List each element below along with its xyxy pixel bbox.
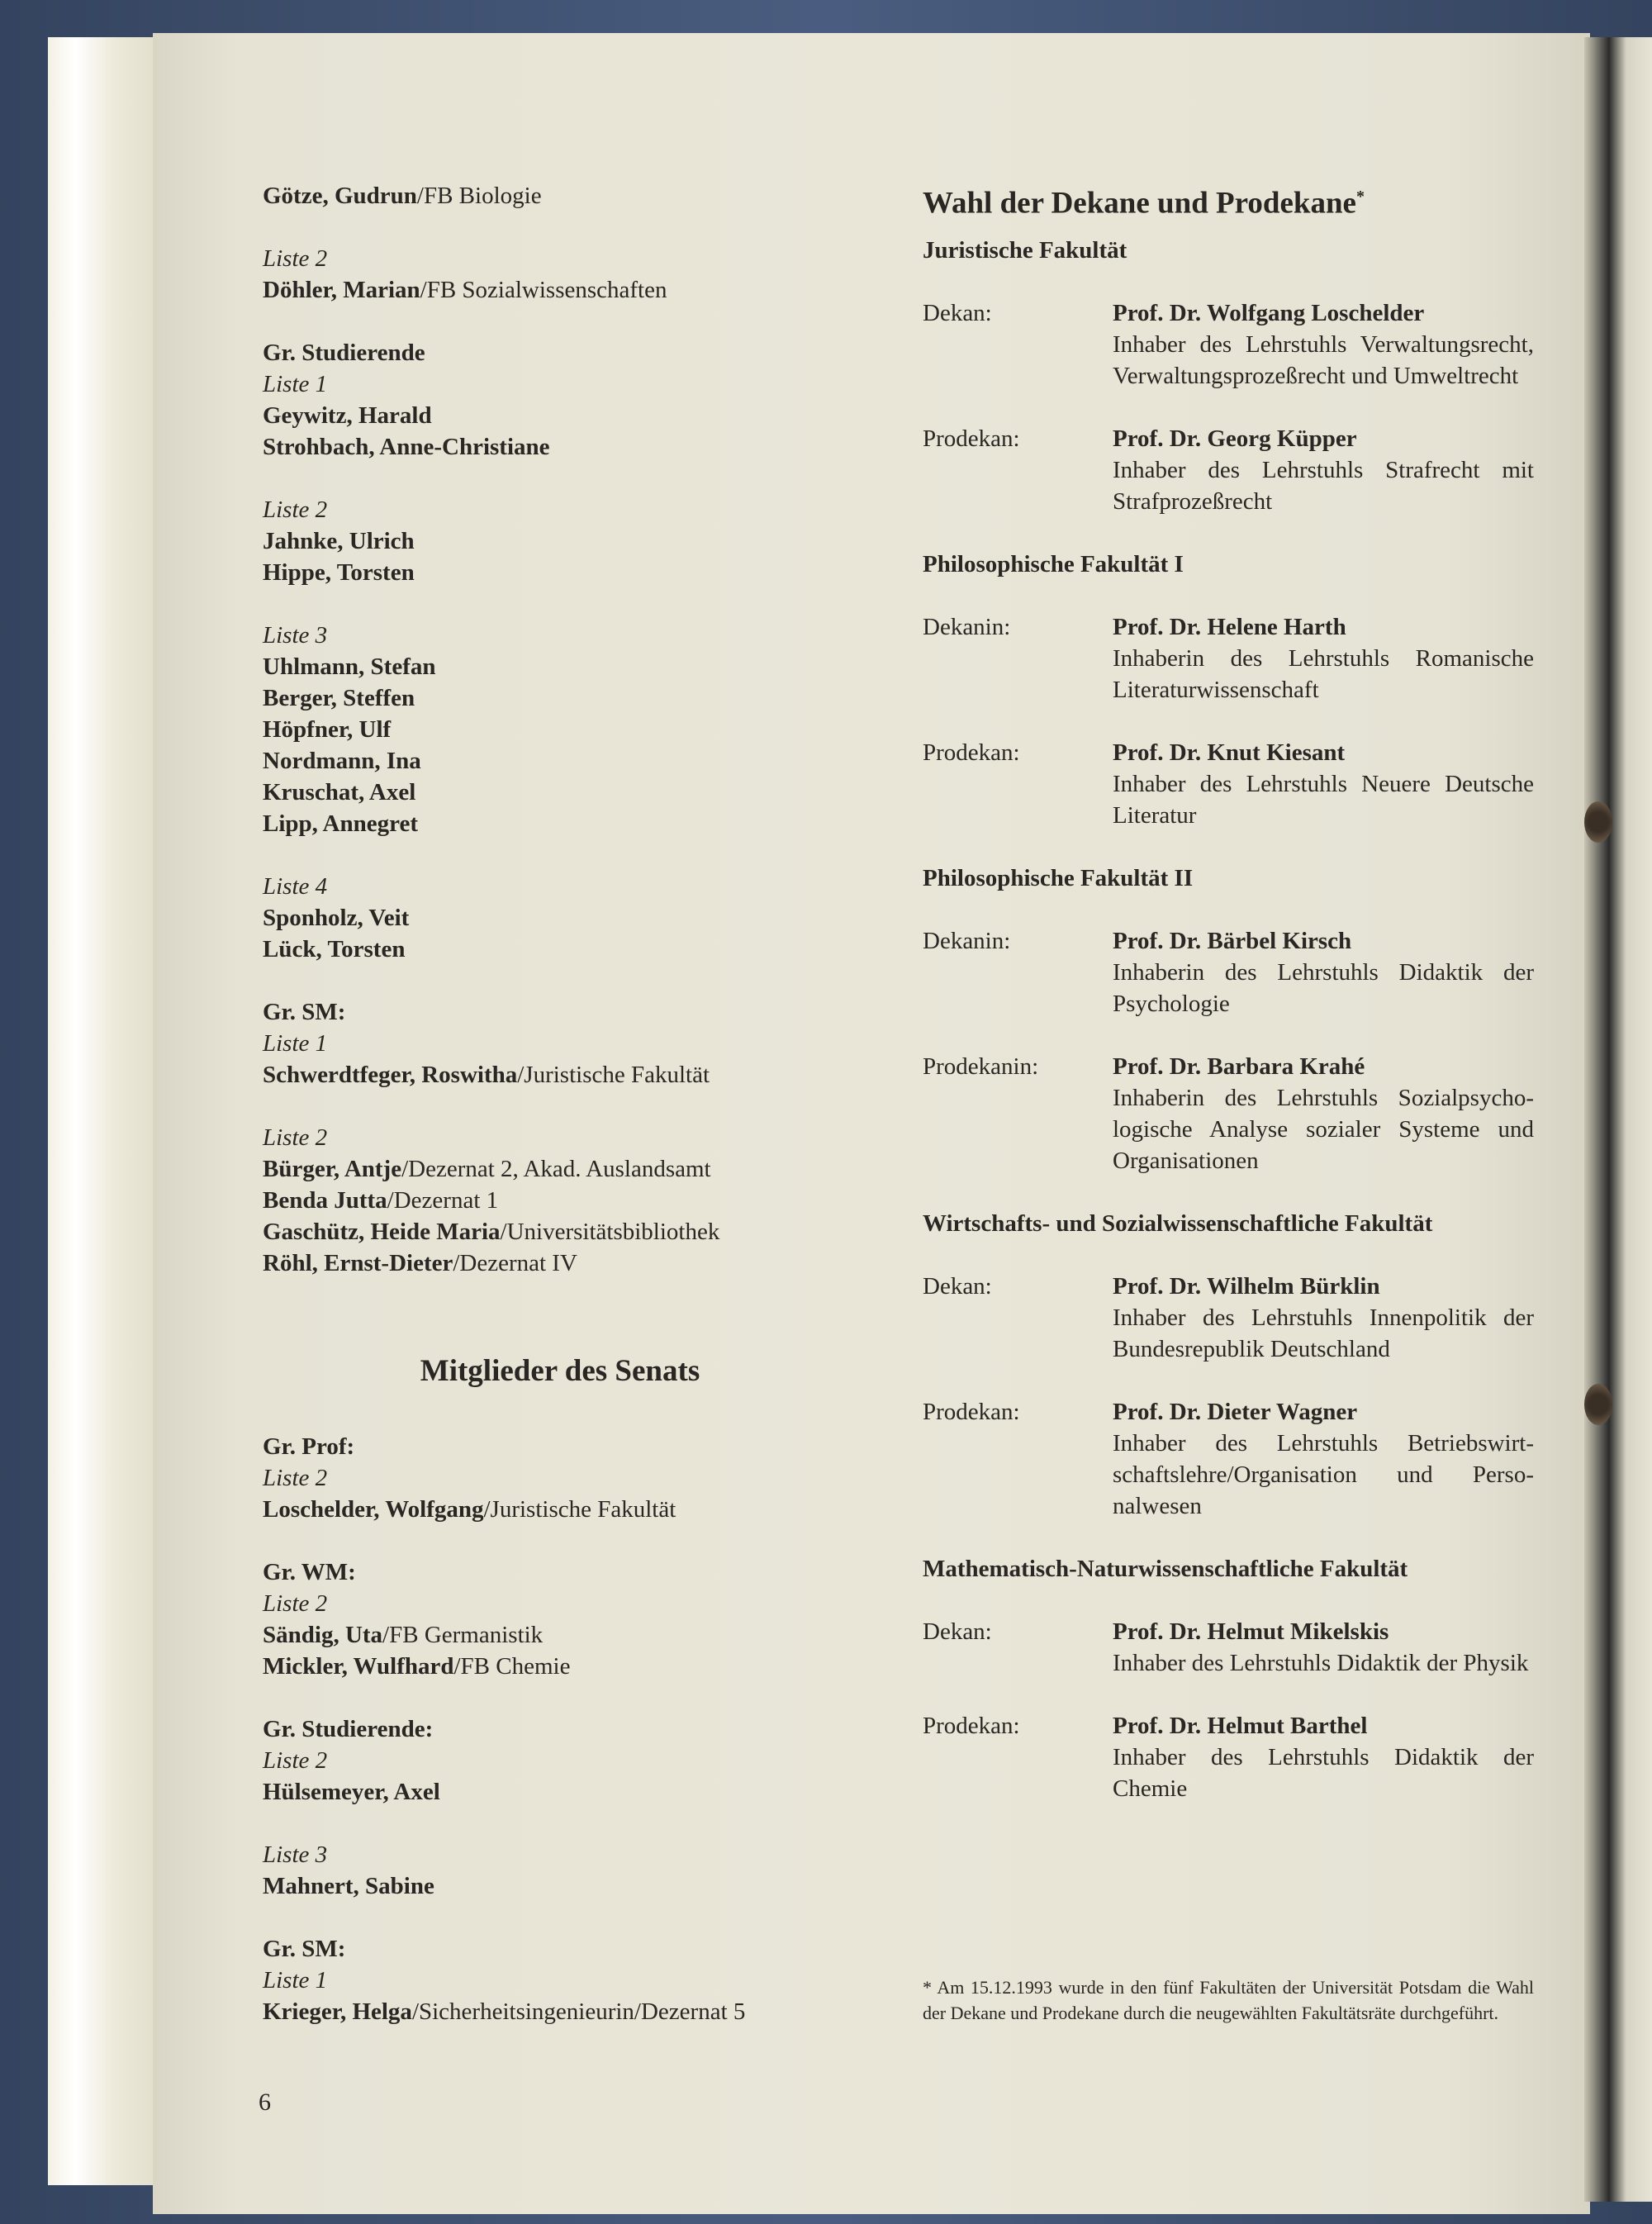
list-line <box>263 871 857 902</box>
member-name: Gr. WM: <box>263 1559 356 1585</box>
dean-entry <box>923 1271 1534 1365</box>
dean-name: Prof. Dr. Georg Küpper <box>1113 425 1357 452</box>
member-name: Hülsemeyer, Axel <box>263 1779 440 1805</box>
list-line <box>263 1839 857 1870</box>
list-line <box>263 1588 857 1619</box>
member-name: Schwerdtfeger, Roswitha <box>263 1062 518 1088</box>
member-affiliation: /FB Germanistik <box>382 1622 544 1648</box>
right-column <box>923 180 1534 1836</box>
dean-detail <box>1113 737 1534 831</box>
member-name: Loschelder, Wolfgang <box>263 1496 484 1523</box>
spacer <box>263 211 857 243</box>
list-label: Liste 2 <box>263 1590 328 1617</box>
dean-entry <box>923 611 1534 706</box>
dean-name: Prof. Dr. Dieter Wagner <box>1113 1399 1358 1425</box>
list-line <box>263 1619 857 1651</box>
footnote-marker: * <box>1355 188 1365 206</box>
deans-heading-text: Wahl der Dekane und Prodekane <box>923 186 1356 221</box>
dean-detail <box>1113 1271 1534 1365</box>
role-label: Prodekanin: <box>923 1053 1039 1080</box>
senate-heading: Mitglieder des Senats <box>420 1354 700 1388</box>
list-line <box>263 1247 857 1279</box>
dean-entry <box>923 297 1534 392</box>
spacer <box>263 1808 857 1839</box>
spacer <box>263 965 857 996</box>
member-name: Bürger, Antje <box>263 1156 402 1182</box>
member-affiliation: /Juristische Fakultät <box>483 1496 676 1523</box>
binding-hole-lower <box>1584 1384 1612 1425</box>
member-affiliation: /Dezernat IV <box>453 1250 577 1276</box>
dean-detail <box>1113 1616 1534 1679</box>
dean-detail <box>1113 1396 1534 1522</box>
member-name: Höpfner, Ulf <box>263 716 392 743</box>
dean-detail <box>1113 925 1534 1019</box>
list-line <box>263 996 857 1028</box>
role-label: Dekanin: <box>923 614 1011 640</box>
list-line <box>263 777 857 808</box>
role-label: Prodekan: <box>923 739 1020 766</box>
member-affiliation: /Dezernat 1 <box>387 1187 499 1214</box>
member-name: Nordmann, Ina <box>263 748 421 774</box>
member-name: Gr. Studierende <box>263 340 425 366</box>
page-number: 6 <box>259 2089 271 2116</box>
dean-name: Prof. Dr. Helmut Mikelskis <box>1113 1618 1389 1645</box>
role-label: Dekan: <box>923 300 992 326</box>
list-line <box>263 557 857 588</box>
member-name: Uhlmann, Stefan <box>263 653 436 680</box>
member-name: Lipp, Annegret <box>263 810 419 837</box>
list-line <box>263 1996 857 2027</box>
list-line <box>263 1745 857 1776</box>
spacer <box>263 1400 857 1431</box>
list-label: Liste 2 <box>263 1465 328 1491</box>
list-line <box>263 1028 857 1059</box>
dean-detail <box>1113 297 1534 392</box>
member-name: Lück, Torsten <box>263 936 406 962</box>
spacer <box>263 463 857 494</box>
chair-description: Inhaber des Lehrstuhls Betriebswirtschaftslehre/Organisation und Personalwesen <box>1113 1430 1534 1519</box>
list-line <box>263 243 857 274</box>
member-name: Mahnert, Sabine <box>263 1873 434 1899</box>
list-label: Liste 1 <box>263 371 328 397</box>
dean-name: Prof. Dr. Helmut Barthel <box>1113 1713 1368 1739</box>
dean-name: Prof. Dr. Bärbel Kirsch <box>1113 928 1352 954</box>
page-gutter <box>1584 37 1609 2202</box>
list-line <box>263 745 857 777</box>
list-line <box>263 714 857 745</box>
list-label: Liste 1 <box>263 1967 328 1994</box>
list-line <box>263 274 857 306</box>
list-line <box>263 180 857 211</box>
list-line <box>263 1059 857 1091</box>
list-label: Liste 4 <box>263 873 328 900</box>
member-affiliation: /FB Chemie <box>453 1653 571 1680</box>
chair-description: Inhaberin des Lehrstuhls Romanische Literaturwissenschaft <box>1113 645 1534 703</box>
list-line <box>263 1651 857 1682</box>
list-line <box>263 682 857 714</box>
dean-detail <box>1113 611 1534 706</box>
spacer <box>263 1279 857 1310</box>
list-line <box>263 1556 857 1588</box>
list-label: Liste 2 <box>263 245 328 272</box>
member-name: Hippe, Torsten <box>263 559 415 586</box>
member-name: Döhler, Marian <box>263 277 420 303</box>
list-line <box>263 1965 857 1996</box>
chair-description: Inhaber des Lehrstuhls Verwaltungsrecht, Verwaltungsprozeßrecht und Umweltrecht <box>1113 331 1534 389</box>
list-line <box>263 400 857 431</box>
footnote: * Am 15.12.1993 wurde in den fünf Fakultäten der Universität Potsdam die Wahl der Dekane und Prodekane durch die neugewählten Fakultätsräte durchgeführt. <box>923 1977 1534 2023</box>
dean-name: Prof. Dr. Helene Harth <box>1113 614 1346 640</box>
list-line <box>263 651 857 682</box>
member-name: Gaschütz, Heide Maria <box>263 1219 501 1245</box>
member-name: Geywitz, Harald <box>263 402 432 429</box>
list-line <box>263 902 857 934</box>
faculty-heading: Juristische Fakultät <box>923 237 1127 264</box>
member-affiliation: /Dezernat 2, Akad. Auslandsamt <box>401 1156 711 1182</box>
member-name: Benda Jutta <box>263 1187 387 1214</box>
faculty-heading: Wirtschafts- und Sozialwissenschaftliche Fakultät <box>923 1210 1433 1237</box>
faculty-list <box>923 235 1534 1804</box>
list-line <box>263 1462 857 1494</box>
list-line <box>263 1431 857 1462</box>
dean-name: Prof. Dr. Knut Kiesant <box>1113 739 1346 766</box>
list-line <box>263 1494 857 1525</box>
spacer <box>263 588 857 620</box>
spacer <box>263 1310 857 1342</box>
list-line <box>263 1713 857 1745</box>
dean-entry <box>923 925 1534 1019</box>
list-line <box>263 368 857 400</box>
role-label: Prodekan: <box>923 1399 1020 1425</box>
dean-name: Prof. Dr. Wolfgang Loschelder <box>1113 300 1425 326</box>
list-label: Liste 1 <box>263 1030 328 1057</box>
member-name: Mickler, Wulfhard <box>263 1653 454 1680</box>
binding-hole-upper <box>1584 801 1612 843</box>
member-name: Strohbach, Anne-Christiane <box>263 434 550 460</box>
member-affiliation: /Universitätsbibliothek <box>500 1219 720 1245</box>
left-column <box>263 180 857 2027</box>
list-line <box>263 431 857 463</box>
list-line <box>263 1933 857 1965</box>
faculty-heading: Philosophische Fakultät I <box>923 551 1184 577</box>
dean-entry <box>923 1710 1534 1804</box>
member-affiliation: /Sicherheitsingenieurin/Dezernat 5 <box>411 1998 746 2025</box>
list-label: Liste 2 <box>263 497 328 523</box>
list-line <box>263 337 857 368</box>
list-line <box>263 1776 857 1808</box>
chair-description: Inhaberin des Lehrstuhls Sozialpsychologische Analyse sozialer Systeme und Organisationen <box>1113 1085 1534 1174</box>
spacer <box>263 1682 857 1713</box>
member-name: Berger, Steffen <box>263 685 415 711</box>
member-name: Gr. Prof: <box>263 1433 355 1460</box>
chair-description: Inhaber des Lehrstuhls Didaktik der Physik <box>1113 1650 1529 1676</box>
member-name: Sändig, Uta <box>263 1622 383 1648</box>
dean-name: Prof. Dr. Wilhelm Bürklin <box>1113 1273 1380 1300</box>
list-label: Liste 3 <box>263 622 328 649</box>
chair-description: Inhaber des Lehrstuhls Didaktik der Chemie <box>1113 1744 1534 1802</box>
list-line <box>263 494 857 525</box>
spacer <box>263 1091 857 1122</box>
list-line <box>263 1870 857 1902</box>
dean-entry <box>923 1051 1534 1176</box>
list-line <box>263 620 857 651</box>
dean-entry <box>923 423 1534 517</box>
member-affiliation: /FB Sozialwissenschaften <box>420 277 667 303</box>
list-label: Liste 3 <box>263 1841 328 1868</box>
chair-description: Inhaber des Lehrstuhls Innenpolitik der Bundesrepublik Deutschland <box>1113 1304 1534 1362</box>
list-line <box>263 1153 857 1185</box>
chair-description: Inhaber des Lehrstuhls Strafrecht mit Strafprozeßrecht <box>1113 457 1534 515</box>
role-label: Dekanin: <box>923 928 1011 954</box>
role-label: Prodekan: <box>923 425 1020 452</box>
dean-detail <box>1113 1710 1534 1804</box>
role-label: Prodekan: <box>923 1713 1020 1739</box>
list-line <box>263 1122 857 1153</box>
spacer <box>263 1525 857 1556</box>
spacer <box>263 839 857 871</box>
list-label: Liste 2 <box>263 1124 328 1151</box>
dean-detail <box>1113 423 1534 517</box>
chair-description: Inhaberin des Lehrstuhls Didaktik der Psychologie <box>1113 959 1534 1017</box>
page-stack-edge <box>48 37 155 2185</box>
member-name: Sponholz, Veit <box>263 905 410 931</box>
dean-name: Prof. Dr. Barbara Krahé <box>1113 1053 1365 1080</box>
dean-entry <box>923 1396 1534 1522</box>
dean-detail <box>1113 1051 1534 1176</box>
member-name: Jahnke, Ulrich <box>263 528 415 554</box>
list-line <box>263 525 857 557</box>
member-name: Kruschat, Axel <box>263 779 416 805</box>
list-line <box>263 1216 857 1247</box>
dean-entry <box>923 1616 1534 1679</box>
list-line <box>263 808 857 839</box>
member-name: Röhl, Ernst-Dieter <box>263 1250 453 1276</box>
member-name: Götze, Gudrun <box>263 183 417 209</box>
faculty-heading: Mathematisch-Naturwissenschaftliche Fakultät <box>923 1556 1408 1582</box>
list-line <box>263 934 857 965</box>
next-page-edge <box>1609 37 1652 2202</box>
member-name: Krieger, Helga <box>263 1998 412 2025</box>
role-label: Dekan: <box>923 1618 992 1645</box>
member-name: Gr. Studierende: <box>263 1716 434 1742</box>
list-label: Liste 2 <box>263 1747 328 1774</box>
faculty-heading: Philosophische Fakultät II <box>923 865 1194 891</box>
member-name: Gr. SM: <box>263 999 346 1025</box>
role-label: Dekan: <box>923 1273 992 1300</box>
dean-entry <box>923 737 1534 831</box>
member-affiliation: /Juristische Fakultät <box>517 1062 710 1088</box>
spacer <box>263 1902 857 1933</box>
chair-description: Inhaber des Lehrstuhls Neuere Deutsche Literatur <box>1113 771 1534 829</box>
member-name: Gr. SM: <box>263 1936 346 1962</box>
deans-heading <box>923 175 1534 221</box>
member-affiliation: /FB Biologie <box>416 183 542 209</box>
list-line <box>263 1185 857 1216</box>
spacer <box>263 306 857 337</box>
